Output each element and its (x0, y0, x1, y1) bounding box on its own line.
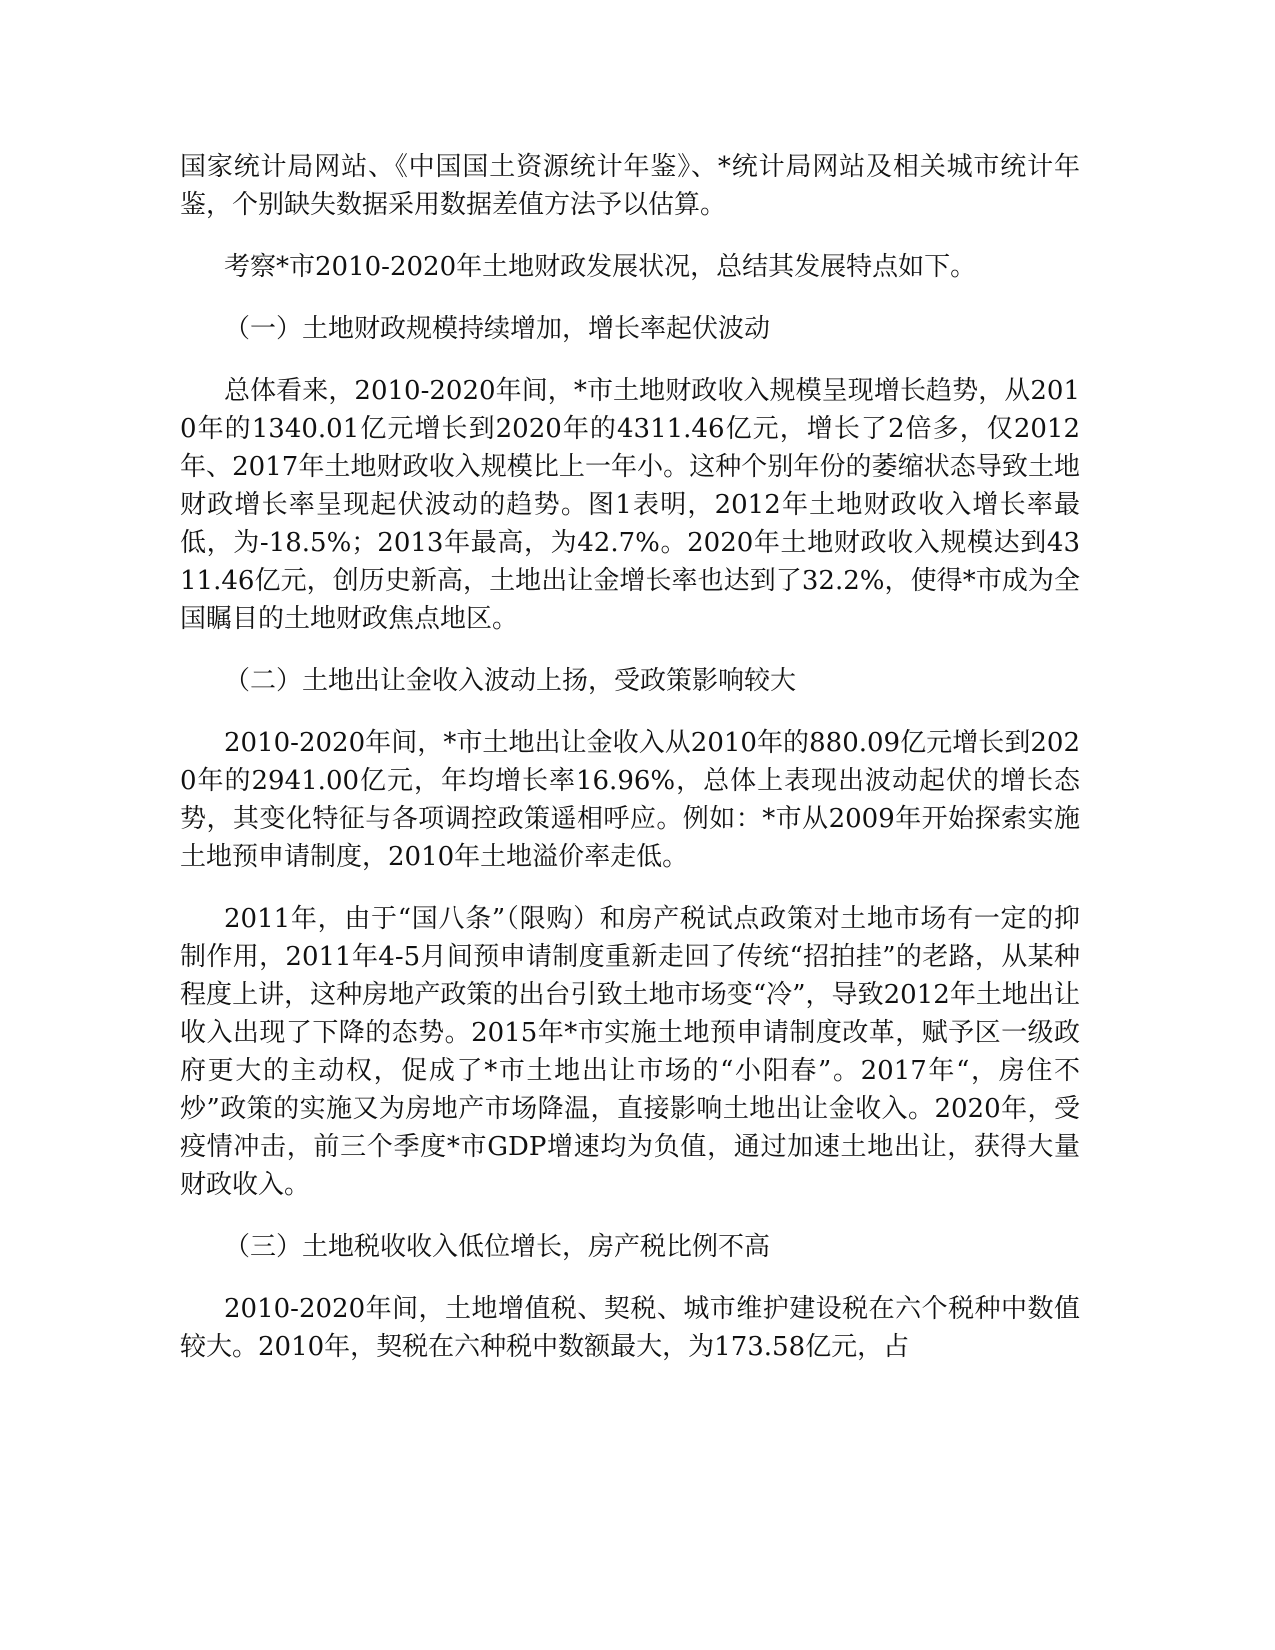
paragraph-land-finance-scale: 总体看来，2010-2020年间，*市土地财政收入规模呈现增长趋势，从2010年的1340.01亿元增长到2020年的4311.46亿元，增长了2倍多，仅2012年、2017年土地财政收入规模比上一年小。这种个别年份的萎缩状态导致土地财政增长率呈现起伏波动的趋势。图1表明，2012年土地财政收入增长率最低，为-18.5%；2013年最高，为42.7%。2020年土地财政收入规模达到4311.46亿元，创历史新高，土地出让金增长率也达到了32.2%，使得*市成为全国瞩目的土地财政焦点地区。 (180, 376, 1080, 634)
paragraph-land-transfer-income: 2010-2020年间，*市土地出让金收入从2010年的880.09亿元增长到2020年的2941.00亿元，年均增长率16.96%，总体上表现出波动起伏的增长态势，其变化特征与各项调控政策遥相呼应。例如：*市从2009年开始探索实施土地预申请制度，2010年土地溢价率走低。 (180, 728, 1080, 872)
section-heading-2: （二）土地出让金收入波动上扬，受政策影响较大 (224, 666, 797, 696)
paragraph-intro: 考察*市2010-2020年土地财政发展状况，总结其发展特点如下。 (224, 252, 977, 282)
section-heading-1: （一）土地财政规模持续增加，增长率起伏波动 (224, 314, 771, 344)
paragraph-data-sources: 国家统计局网站、《中国国土资源统计年鉴》、*统计局网站及相关城市统计年鉴，个别缺失数据采用数据差值方法予以估算。 (180, 152, 1080, 220)
section-heading-3: （三）土地税收收入低位增长，房产税比例不高 (224, 1232, 771, 1262)
paragraph-policy-effects: 2011年，由于“国八条”（限购）和房产税试点政策对土地市场有一定的抑制作用，2011年4-5月间预申请制度重新走回了传统“招拍挂”的老路，从某种程度上讲，这种房地产政策的出台引致土地市场变“冷”，导致2012年土地出让收入出现了下降的态势。2015年*市实施土地预申请制度改革，赋予区一级政府更大的主动权，促成了*市土地出让市场的“小阳春”。2017年“，房住不炒”政策的实施又为房地产市场降温，直接影响土地出让金收入。2020年，受疫情冲击，前三个季度*市GDP增速均为负值，通过加速土地出让，获得大量财政收入。 (180, 904, 1080, 1200)
document-page (180, 148, 1080, 1366)
paragraph-land-tax: 2010-2020年间，土地增值税、契税、城市维护建设税在六个税种中数值较大。2010年，契税在六种税中数额最大，为173.58亿元，占 (180, 1294, 1080, 1362)
